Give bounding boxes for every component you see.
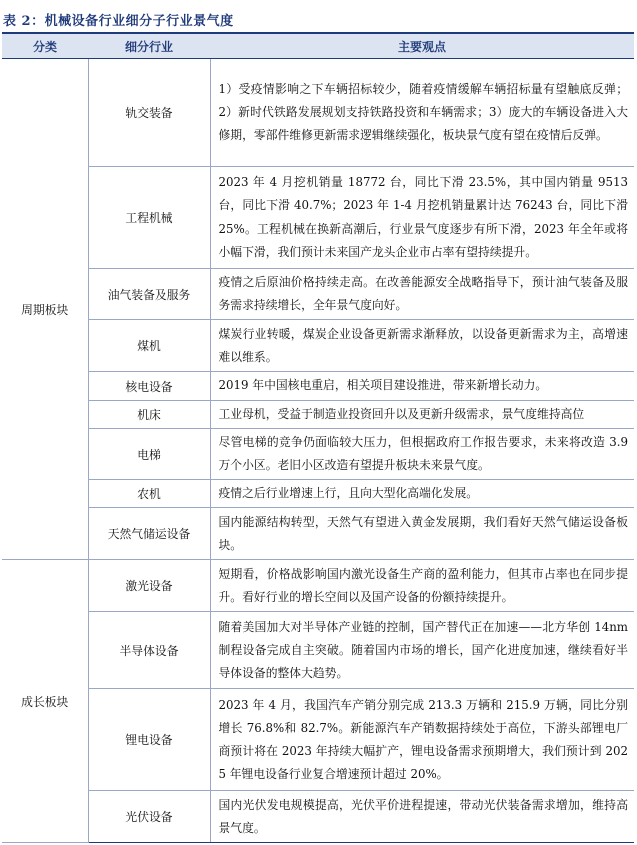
subsector-cell: 油气装备及服务 xyxy=(88,269,210,320)
view-cell: 疫情之后原油价格持续走高。在改善能源安全战略指导下，预计油气装备及服务需求持续增长，全年景气度向好。 xyxy=(210,269,634,320)
view-cell: 2023 年 4 月，我国汽车产销分别完成 213.3 万辆和 215.9 万辆，同比分别增长 76.8%和 82.7%。新能源汽车产销数据持续处于高位，下游头部锂电厂商预计将在 2023 年持续大幅扩产，锂电设备需求预期增大，我们预计到 2025 年锂电设备行业复合增速预计超过 20%。 xyxy=(210,689,634,791)
subsector-cell: 农机 xyxy=(88,480,210,508)
category-cell-growth: 成长板块 xyxy=(2,560,88,843)
subsector-cell: 光伏设备 xyxy=(88,791,210,843)
subsector-cell: 机床 xyxy=(88,400,210,428)
table-row xyxy=(2,320,634,372)
view-cell: 煤炭行业转暖，煤炭企业设备更新需求渐释放，以设备更新需求为主，高增速难以维系。 xyxy=(210,320,634,372)
view-cell: 国内能源结构转型，天然气有望进入黄金发展期，我们看好天然气储运设备板块。 xyxy=(210,508,634,560)
table-row xyxy=(2,508,634,560)
subsector-cell: 半导体设备 xyxy=(88,612,210,689)
view-cell: 尽管电梯的竞争仍面临较大压力，但根据政府工作报告要求，未来将改造 3.9 万个小区。老旧小区改造有望提升板块未来景气度。 xyxy=(210,428,634,479)
table-row xyxy=(2,59,634,167)
subsector-cell: 激光设备 xyxy=(88,560,210,612)
header-view: 主要观点 xyxy=(210,34,634,59)
category-cell-cyclical: 周期板块 xyxy=(2,59,88,560)
table-row xyxy=(2,560,634,612)
table-header-row xyxy=(2,34,634,59)
view-cell: 1）受疫情影响之下车辆招标较少，随着疫情缓解车辆招标量有望触底反弹；2）新时代铁路发展规划支持铁路投资和车辆需求；3）庞大的车辆设备进入大修期，零部件维修更新需求逻辑继续强化，板块景气度有望在疫情后反弹。 xyxy=(210,59,634,167)
subsector-cell: 锂电设备 xyxy=(88,689,210,791)
subsector-cell: 工程机械 xyxy=(88,167,210,269)
table-row xyxy=(2,269,634,320)
table-row xyxy=(2,372,634,400)
view-cell: 2019 年中国核电重启，相关项目建设推进，带来新增长动力。 xyxy=(210,372,634,400)
sector-sentiment-table xyxy=(2,34,634,843)
table-row xyxy=(2,689,634,791)
table-title: 表 2：机械设备行业细分子行业景气度 xyxy=(3,14,234,29)
view-cell: 短期看，价格战影响国内激光设备生产商的盈利能力，但其市占率也在同步提升。看好行业的增长空间以及国产设备的份额持续提升。 xyxy=(210,560,634,612)
table-row xyxy=(2,428,634,479)
view-cell: 2023 年 4 月挖机销量 18772 台，同比下滑 23.5%，其中国内销量 9513 台，同比下滑 40.7%；2023 年 1-4 月挖机销量累计达 76243 台，同比下滑 25%。工程机械在换新高潮后，行业景气度逐步有所下滑，2023 年全年或将小幅下滑，我们预计未来国产龙头企业市占率有望持续提升。 xyxy=(210,167,634,269)
table-row xyxy=(2,400,634,428)
view-cell: 国内光伏发电规模提高，光伏平价进程提速，带动光伏装备需求增加，维持高景气度。 xyxy=(210,791,634,843)
view-cell: 工业母机，受益于制造业投资回升以及更新升级需求，景气度维持高位 xyxy=(210,400,634,428)
header-subsector: 细分行业 xyxy=(88,34,210,59)
header-category: 分类 xyxy=(2,34,88,59)
table-row xyxy=(2,612,634,689)
subsector-cell: 轨交装备 xyxy=(88,59,210,167)
subsector-cell: 天然气储运设备 xyxy=(88,508,210,560)
subsector-cell: 核电设备 xyxy=(88,372,210,400)
subsector-cell: 电梯 xyxy=(88,428,210,479)
table-row xyxy=(2,480,634,508)
view-cell: 随着美国加大对半导体产业链的控制，国产替代正在加速——北方华创 14nm 制程设备完成自主突破。随着国内市场的增长，国产化进度加速，继续看好半导体设备的整体大趋势。 xyxy=(210,612,634,689)
view-cell: 疫情之后行业增速上行，且向大型化高端化发展。 xyxy=(210,480,634,508)
table-row xyxy=(2,791,634,843)
table-row xyxy=(2,167,634,269)
subsector-cell: 煤机 xyxy=(88,320,210,372)
